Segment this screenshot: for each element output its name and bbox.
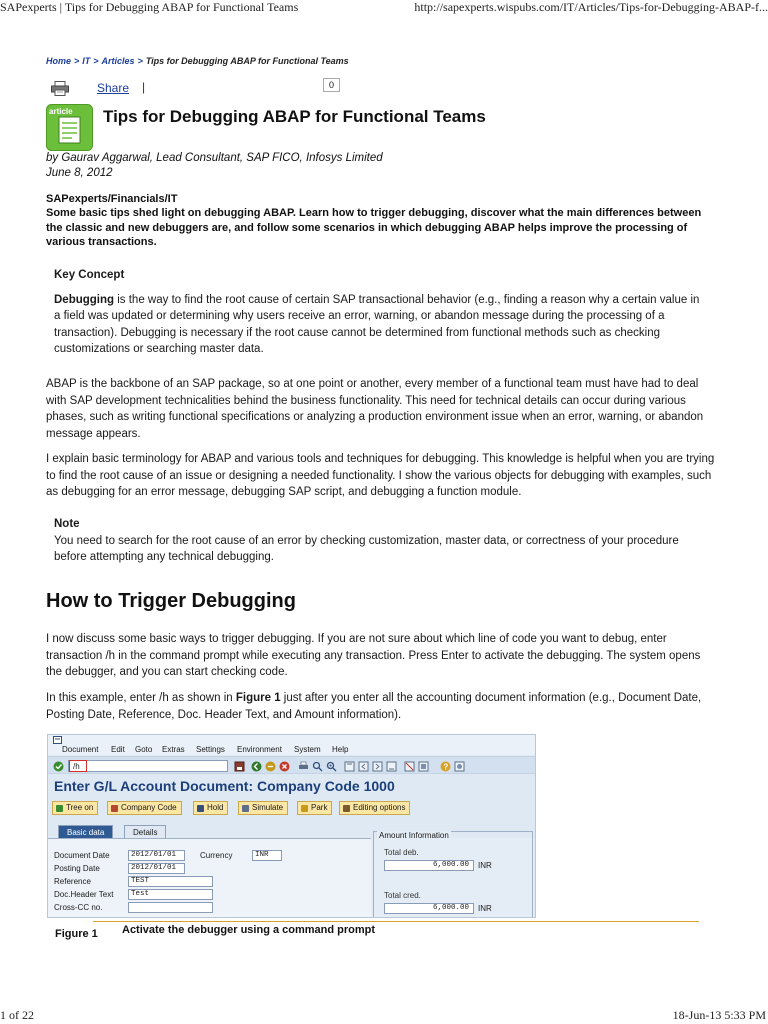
share-toolbar (46, 78, 346, 98)
paragraph-4-end: just after you enter all the accounting document information (e.g., Document Date, Posting Date, Reference, Doc. Header Text, and Amount information). (46, 692, 702, 721)
sap-application-toolbar (48, 799, 535, 817)
reference-label: Reference (54, 877, 91, 886)
sap-enter-icon[interactable] (53, 761, 64, 772)
sap-menu-goto[interactable]: Goto (135, 745, 153, 754)
publish-date: June 8, 2012 (46, 167, 113, 179)
sap-hold-button[interactable] (193, 801, 228, 815)
print-page-title: SAPexperts | Tips for Debugging ABAP for Functional Teams (0, 0, 299, 14)
currency-label: Currency (200, 851, 233, 860)
sap-new-session-icon[interactable] (404, 761, 415, 772)
byline (46, 151, 383, 181)
sap-menu-environment[interactable]: Environment (237, 745, 282, 754)
amount-information-title: Amount Information (379, 831, 449, 840)
key-concept-heading: Key Concept (54, 269, 125, 281)
figure-caption: Activate the debugger using a command prompt (122, 924, 376, 936)
breadcrumb-it[interactable]: IT (82, 56, 91, 66)
figure-divider (93, 921, 699, 922)
share-count-badge: 0 (323, 78, 340, 92)
sap-save-icon[interactable] (234, 761, 245, 772)
article-title: Tips for Debugging ABAP for Functional Teams (103, 107, 486, 126)
article-badge-label: article (49, 107, 73, 116)
total-credit-label: Total cred. (384, 891, 421, 900)
sap-amount-panel (371, 831, 536, 918)
key-concept-term: Debugging (54, 293, 115, 306)
breadcrumb-separator: > (93, 56, 99, 66)
simulate-label: Simulate (252, 803, 284, 812)
total-credit-value: 6,000.00 (384, 903, 474, 914)
section-heading: How to Trigger Debugging (46, 590, 296, 612)
breadcrumb-articles[interactable]: Articles (101, 56, 135, 66)
sap-screenshot (47, 734, 536, 918)
sap-back-icon[interactable] (251, 761, 262, 772)
sap-cancel-icon[interactable] (279, 761, 290, 772)
sap-next-page-icon[interactable] (372, 761, 383, 772)
sap-find-next-icon[interactable] (326, 761, 337, 772)
sap-basic-data-panel (48, 838, 371, 918)
sap-shortcut-icon[interactable] (418, 761, 429, 772)
sap-menu-document[interactable]: Document (62, 745, 99, 754)
breadcrumb-home[interactable]: Home (46, 56, 72, 66)
sap-find-icon[interactable] (312, 761, 323, 772)
share-divider: | (142, 80, 146, 94)
total-debit-label: Total deb. (384, 848, 419, 857)
body-paragraph-3: I now discuss some basic ways to trigger debugging. If you are not sure about which line of code you want to debug, enter transaction /h in the command prompt while executing any transaction. Press Enter to activate the debugging. The system opens the debugger, and you can start checking code. (46, 633, 701, 678)
document-date-label: Document Date (54, 851, 110, 860)
tree-on-label: Tree on (66, 803, 94, 812)
sap-screen-title: Enter G/L Account Document: Company Code 1000 (54, 778, 395, 794)
sap-menu-settings[interactable]: Settings (196, 745, 225, 754)
sap-print-icon[interactable] (298, 761, 309, 772)
figure-reference: Figure 1 (235, 692, 281, 704)
print-url: http://sapexperts.wispubs.com/IT/Articles/Tips-for-Debugging-ABAP-f... (414, 0, 768, 14)
key-concept-text (54, 292, 704, 358)
article-summary: Some basic tips shed light on debugging ABAP. Learn how to trigger debugging, discover what the main differences between the classic and new debuggers are, and follow some scenarios in which debugging ABAP helps improve the processing of various transactions. (46, 207, 702, 248)
breadcrumb (46, 56, 349, 66)
reference-input[interactable]: TEST (128, 876, 213, 887)
page-count: 1 of 22 (0, 1008, 34, 1022)
body-paragraph-1: ABAP is the backbone of an SAP package, so at one point or another, every member of a functional team must have had to deal with SAP development technicalities behind the business functionality. This need for technical details can occur during various phases, such as writing functional specifications or analyzing a production environment issue when an error, warning, or abandon message appears. (46, 378, 704, 440)
sap-exit-icon[interactable] (265, 761, 276, 772)
hold-label: Hold (207, 803, 224, 812)
doc-header-text-label: Doc.Header Text (54, 890, 114, 899)
park-label: Park (311, 803, 328, 812)
print-footer (0, 1006, 768, 1024)
sap-layout-icon[interactable] (454, 761, 465, 772)
note-heading: Note (54, 518, 80, 530)
sap-menu-extras[interactable]: Extras (162, 745, 185, 754)
sap-editing-options-button[interactable] (339, 801, 410, 815)
sap-menu-bar (48, 735, 535, 755)
key-concept-box (54, 267, 704, 358)
sap-command-value: /h (73, 762, 80, 771)
company-code-label: Company Code (121, 803, 177, 812)
tab-details[interactable]: Details (124, 825, 166, 839)
doc-header-text-input[interactable]: Test (128, 889, 213, 900)
sap-menu-edit[interactable]: Edit (111, 745, 125, 754)
document-date-input[interactable]: 2012/01/01 (128, 850, 185, 861)
sap-menu-help[interactable]: Help (332, 745, 349, 754)
breadcrumb-current: Tips for Debugging ABAP for Functional Teams (145, 56, 349, 66)
paragraph-4-start: In this example, enter /h as shown in (46, 692, 236, 704)
key-concept-body: is the way to find the root cause of certain SAP transactional behavior (e.g., finding a reason why a certain value in a field was updated or determining why users receive an error, warning, or abandon message during the processing of a transaction). Debugging is necessary if the root cause cannot be determined from functional methods such as checking customizations or searching master data. (54, 293, 700, 355)
sap-tree-on-button[interactable] (52, 801, 98, 815)
sap-window-icon (53, 736, 62, 744)
sap-last-page-icon[interactable] (386, 761, 397, 772)
sap-prev-page-icon[interactable] (358, 761, 369, 772)
article-badge-icon (46, 104, 93, 151)
posting-date-input[interactable]: 2012/01/01 (128, 863, 185, 874)
author-line: by Gaurav Aggarwal, Lead Consultant, SAP FICO, Infosys Limited (46, 152, 383, 164)
sap-system-toolbar (48, 756, 535, 774)
printed-date: 18-Jun-13 5:33 PM (672, 1008, 766, 1022)
sap-first-page-icon[interactable] (344, 761, 355, 772)
total-debit-value: 6,000.00 (384, 860, 474, 871)
total-credit-currency: INR (478, 904, 492, 913)
share-link[interactable]: Share (97, 81, 130, 95)
sap-command-field[interactable] (68, 760, 228, 772)
print-header (0, 0, 768, 16)
note-text: You need to search for the root cause of an error by checking customization, master data, or correctness of your procedure before attempting any technical debugging. (54, 534, 679, 563)
posting-date-label: Posting Date (54, 864, 100, 873)
breadcrumb-separator: > (137, 56, 143, 66)
svg-text:?: ? (443, 762, 449, 772)
category-path: SAPexperts/Financials/IT (46, 193, 178, 205)
breadcrumb-separator: > (74, 56, 80, 66)
total-debit-currency: INR (478, 861, 492, 870)
sap-park-button[interactable] (297, 801, 332, 815)
sap-menu-system[interactable]: System (294, 745, 321, 754)
body-paragraph-2: I explain basic terminology for ABAP and various tools and techniques for debugging. This knowledge is helpful when you are trying to find the root cause of an issue or designing a needed functionality. I show the various objects for debugging with examples, such as debugging for an error message, debugging SAP script, and debugging a function module. (46, 453, 715, 498)
sap-company-code-button[interactable] (107, 801, 182, 815)
currency-input[interactable]: INR (252, 850, 282, 861)
tab-basic-data[interactable]: Basic data (58, 825, 113, 839)
cross-cc-label: Cross-CC no. (54, 903, 103, 912)
sap-help-icon[interactable] (440, 761, 451, 772)
cross-cc-input[interactable] (128, 902, 213, 913)
sap-simulate-button[interactable] (238, 801, 288, 815)
body-paragraph-4 (46, 690, 718, 723)
editing-options-label: Editing options (353, 803, 406, 812)
printer-icon[interactable] (51, 81, 69, 96)
figure-label: Figure 1 (55, 928, 98, 940)
note-box (54, 516, 704, 566)
